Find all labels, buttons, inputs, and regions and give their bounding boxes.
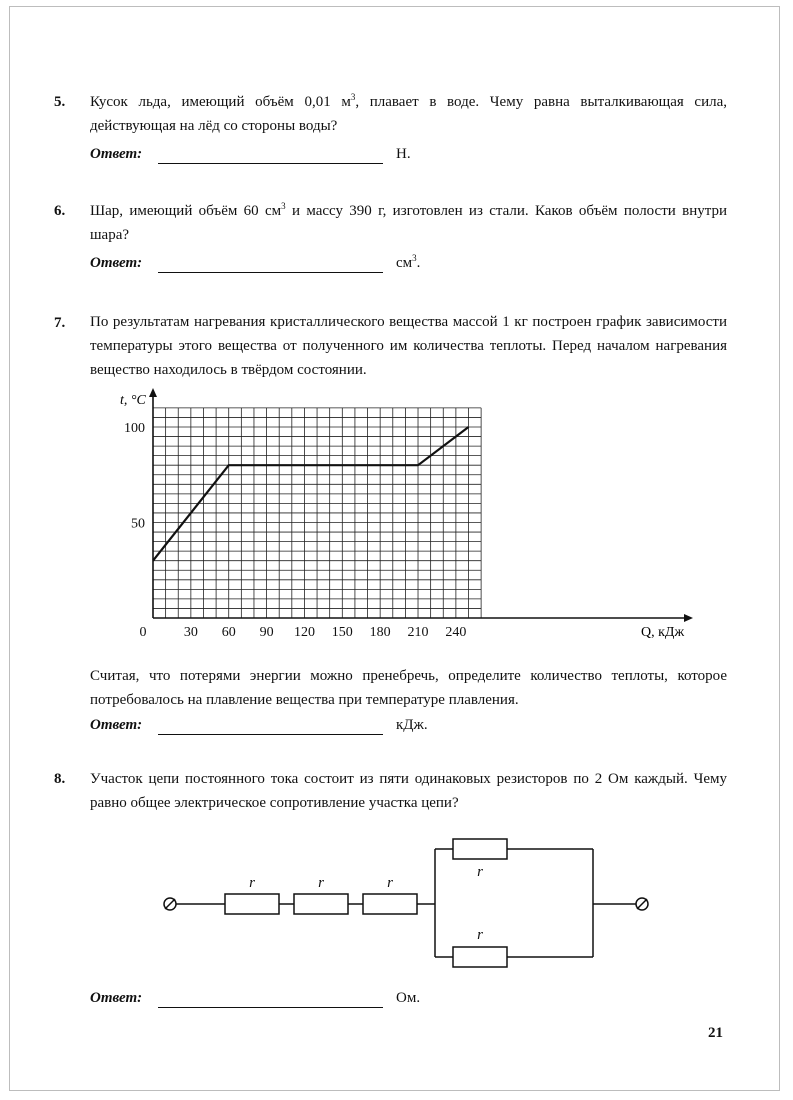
- question-5-number: 5.: [54, 94, 66, 110]
- x-tick-label: 30: [183, 625, 198, 640]
- page-number: 21: [708, 1025, 723, 1041]
- parallel-resistor-top: [453, 839, 507, 859]
- parallel-resistor-bottom: [453, 947, 507, 967]
- resistor-label: r: [477, 927, 483, 943]
- question-8-number: 8.: [54, 771, 66, 787]
- chart-ticks: [124, 421, 466, 640]
- answer-line[interactable]: [158, 272, 383, 273]
- resistor-label: r: [249, 875, 255, 891]
- answer-line[interactable]: [158, 1007, 383, 1008]
- circuit-diagram: [155, 830, 665, 980]
- heating-chart: [100, 385, 710, 647]
- question-7-number: 7.: [54, 315, 66, 331]
- answer-unit: Н.: [396, 146, 411, 162]
- x-tick-label: 60: [221, 625, 236, 640]
- y-axis-arrow-icon: [149, 388, 157, 397]
- question-6-number: 6.: [54, 203, 66, 219]
- answer-unit: $см^3$.: [396, 253, 421, 271]
- question-7-text2: Считая, что потерями энергии можно пренебречь, определите количество теплоты, которое потребовалось на плавление вещества при температуре плавления.: [90, 668, 727, 708]
- answer-line[interactable]: [158, 734, 383, 735]
- answer-label: Ответ:: [90, 146, 143, 162]
- question-5-text: Кусок льда, имеющий объём 0,01 $м^3$, плавает в воде. Чему равна выталкивающая сила, действующая на лёд со стороны воды?: [90, 92, 727, 134]
- series-resistor-1: [225, 894, 279, 914]
- chart-axes: [149, 388, 693, 622]
- answer-label: Ответ:: [90, 255, 143, 271]
- y-axis-label: t, °C: [120, 393, 146, 408]
- chart-grid: [153, 408, 481, 618]
- answer-unit: кДж.: [396, 717, 428, 733]
- x-tick-label: 180: [369, 625, 391, 640]
- answer-unit: Ом.: [396, 990, 421, 1006]
- x-tick-label: 210: [407, 625, 429, 640]
- x-axis-arrow-icon: [684, 614, 693, 622]
- x-tick-label: 240: [445, 625, 467, 640]
- x-tick-label: 150: [331, 625, 353, 640]
- x-tick-label: 0: [139, 625, 147, 640]
- answer-label: Ответ:: [90, 990, 143, 1006]
- y-tick-label: 100: [124, 421, 145, 436]
- question-7-text: По результатам нагревания кристаллического вещества массой 1 кг построен график зависимости температуры этого вещества от полученного им количества теплоты. Перед началом нагревания вещество находилось в твёрдом состоянии.: [90, 314, 727, 378]
- resistor-label: r: [318, 875, 324, 891]
- series-resistor-3: [363, 894, 417, 914]
- series-resistor-2: [294, 894, 348, 914]
- answer-line[interactable]: [158, 163, 383, 164]
- x-tick-label: 90: [259, 625, 274, 640]
- question-6-text: Шар, имеющий объём 60 $см^3$ и массу 390 г, изготовлен из стали. Каков объём полости внутри шара?: [90, 201, 727, 243]
- resistor-label: r: [477, 864, 483, 880]
- question-8-text: Участок цепи постоянного тока состоит из пяти одинаковых резисторов по 2 Ом каждый. Чему равно общее электрическое сопротивление участка цепи?: [90, 771, 727, 811]
- y-tick-label: 50: [131, 516, 145, 532]
- resistor-label: r: [387, 875, 393, 891]
- x-axis-label: Q, кДж: [641, 625, 685, 640]
- x-tick-label: 120: [293, 625, 315, 640]
- answer-label: Ответ:: [90, 717, 143, 733]
